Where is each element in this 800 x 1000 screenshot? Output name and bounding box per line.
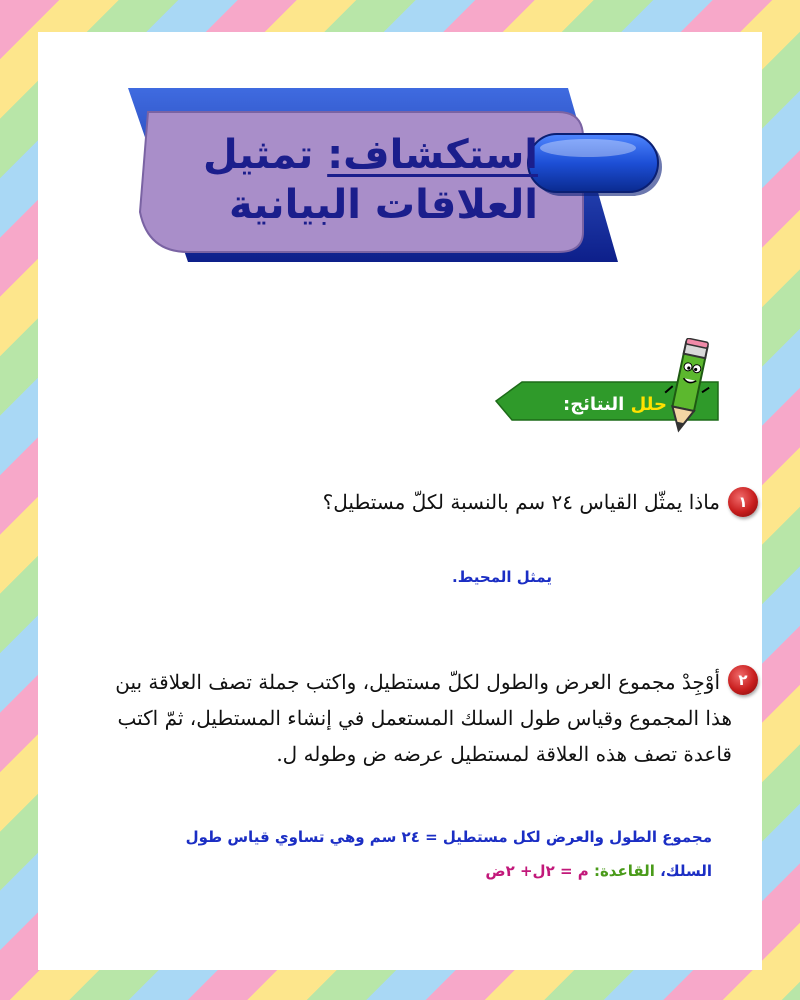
answer-1: يمثل المحيط. xyxy=(452,568,552,586)
banner-title-topic: تمثيل xyxy=(203,132,328,178)
answer-2-line1: مجموع الطول والعرض لكل مستطيل = ٢٤ سم وهي تساوي قياس طول xyxy=(185,828,712,846)
section-tag-label xyxy=(560,394,670,416)
question-2-line1: أوْجِدْ مجموع العرض والطول لكلّ مستطيل، واكتب جملة تصف العلاقة بين xyxy=(115,670,720,694)
answer-2-formula: م = ٢ل+ ٢ض xyxy=(485,862,589,880)
section-tag-text: النتائج: xyxy=(563,394,631,415)
section-tag-highlight: حلل xyxy=(630,394,667,415)
answer-2-blue: السلك، xyxy=(654,862,712,880)
question-2-text xyxy=(115,664,732,772)
banner-title xyxy=(178,130,538,230)
section-tag xyxy=(482,338,732,448)
title-banner xyxy=(88,52,668,292)
question-2-line3: قاعدة تصف هذه العلاقة لمستطيل عرضه ض وطوله ل. xyxy=(276,742,732,766)
answer-2-green: القاعدة: xyxy=(588,862,655,880)
banner-title-keyword: استكشاف: xyxy=(327,132,538,178)
answer-2 xyxy=(186,820,712,888)
number-badge-icon: ١ xyxy=(728,487,758,517)
question-2-line2: هذا المجموع وقياس طول السلك المستعمل في إنشاء المستطيل، ثمّ اكتب xyxy=(117,706,732,730)
question-1-text: ماذا يمثّل القياس ٢٤ سم بالنسبة لكلّ مستطيل؟ xyxy=(322,490,720,514)
number-badge-icon: ٢ xyxy=(728,665,758,695)
banner-title-line2: العلاقات البيانية xyxy=(228,182,538,228)
answer-2-line2 xyxy=(186,854,712,888)
